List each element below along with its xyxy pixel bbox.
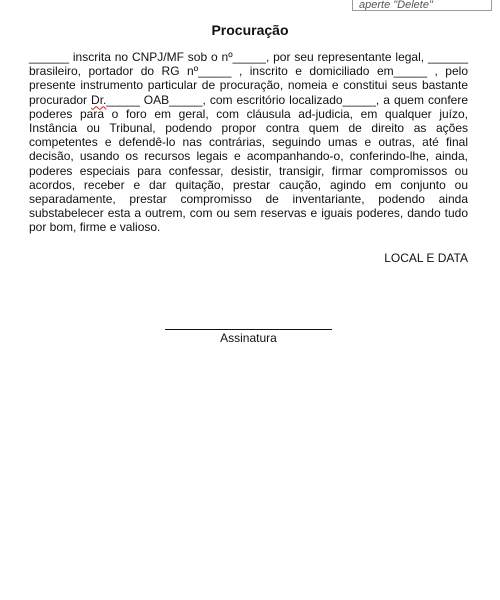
signature-line bbox=[165, 329, 332, 330]
delete-hint-box: aperte "Delete" bbox=[352, 0, 492, 11]
spellcheck-flagged-word: Dr. bbox=[91, 92, 107, 107]
body-text-start: ______ inscrita no CNPJ/MF sob o nº_____, por seu representante legal, ______ brasileiro, portador do RG nº_____ , inscrito e domiciliado em_____ , pelo presente instrumento particular de procuração, nomeia e constitui seus bastante procurador bbox=[29, 50, 468, 107]
document-title: Procuração bbox=[211, 22, 289, 38]
body-paragraph bbox=[29, 50, 468, 235]
document-body bbox=[29, 50, 468, 235]
body-text-end: _____ OAB_____, com escritório localizado_____, a quem confere poderes para o foro em geral, com cláusula ad-judicia, em qualquer juízo, Instância ou Tribunal, podendo propor contra quem de direito as ações competentes e defendê-lo nas contrárias, seguindo umas e outras, até final decisão, usando os recursos legais e acompanhando-o, conferindo-lhe, ainda, poderes especiais para confessar, desistir, transigir, firmar compromissos ou acordos, receber e dar quitação, prestar caução, agindo em conjunto ou separadamente, prestar compromisso de inventariante, podendo ainda substabelecer esta a outrem, com ou sem reservas e iguais poderes, dando tudo por bom, firme e valioso. bbox=[29, 92, 468, 235]
signature-label: Assinatura bbox=[220, 331, 277, 345]
local-and-date: LOCAL E DATA bbox=[384, 251, 468, 265]
